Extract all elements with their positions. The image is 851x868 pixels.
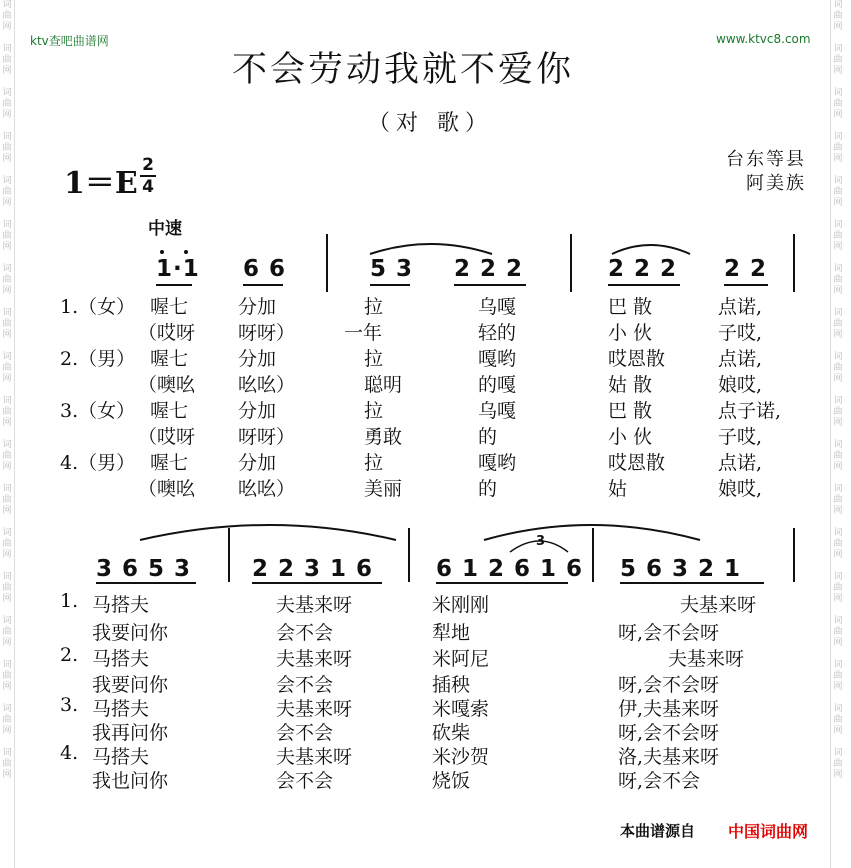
lyric: 乌嘎 xyxy=(478,296,517,318)
lyric: 的 xyxy=(478,426,498,448)
notes-s1-1: 1·1 xyxy=(156,256,200,282)
lyric: 犁地 xyxy=(432,622,471,644)
barline xyxy=(326,234,328,292)
lyric: 分加 xyxy=(238,400,277,422)
lyric: 会不会 xyxy=(276,770,334,792)
lyric: 呀,会不会呀 xyxy=(618,622,720,644)
lyric: 夫基来呀 xyxy=(276,698,353,720)
lyric: 一年 xyxy=(344,322,383,344)
slur-3 xyxy=(140,525,396,540)
beam xyxy=(156,284,192,286)
lyric: 呀,会不会呀 xyxy=(618,674,720,696)
lyric: 喔七 xyxy=(150,400,189,422)
lyric: 3.（女） xyxy=(60,400,136,422)
beam xyxy=(436,582,568,584)
lyric: 巴 散 xyxy=(608,296,653,318)
barline xyxy=(793,234,795,292)
lyric: 分加 xyxy=(238,452,277,474)
lyric: 巴 散 xyxy=(608,400,653,422)
notes-s1-2: 6 6 xyxy=(243,256,287,282)
lyric: 小 伙 xyxy=(608,322,653,344)
notes-s2-1: 3 6 5 3 xyxy=(96,556,192,582)
lyric: 呀,会不会呀 xyxy=(618,722,720,744)
lyric: 马搭夫 xyxy=(92,648,150,670)
beam xyxy=(370,284,410,286)
lyric: 夫基来呀 xyxy=(276,648,353,670)
lyric: 马搭夫 xyxy=(92,698,150,720)
octave-dot xyxy=(184,250,188,254)
lyric: 嘎哟 xyxy=(478,348,517,370)
lyric: 小 伙 xyxy=(608,426,653,448)
watermark-left: ktv查吧曲谱网 xyxy=(30,34,109,48)
lyric: 哎恩散 xyxy=(608,452,666,474)
lyric: 4. xyxy=(60,742,79,764)
lyric: 米刚刚 xyxy=(432,594,490,616)
beam xyxy=(454,284,526,286)
lyric: 呀呀） xyxy=(238,322,296,344)
lyric: 夫基来呀 xyxy=(276,594,353,616)
lyric: （哎呀 xyxy=(138,322,196,344)
side-watermark-left: 词曲网 词曲网 词曲网 词曲网 词曲网 词曲网 词曲网 词曲网 词曲网 词曲网 词曲网 词曲网 词曲网 词曲网 词曲网 词曲网 词曲网 词曲网 xyxy=(2,0,12,780)
lyric: 马搭夫 xyxy=(92,594,150,616)
lyric: 吆吆） xyxy=(238,374,296,396)
lyric: 我要问你 xyxy=(92,674,169,696)
notes-s1-4: 2 2 2 xyxy=(454,256,524,282)
lyric: 1.（女） xyxy=(60,296,136,318)
lyric: 米阿尼 xyxy=(432,648,490,670)
notes-s1-3: 5 3 xyxy=(370,256,414,282)
barline xyxy=(570,234,572,292)
lyric: 子哎, xyxy=(718,426,763,448)
lyric: 点诺, xyxy=(718,348,763,370)
lyric: 乌嘎 xyxy=(478,400,517,422)
beam xyxy=(96,582,196,584)
lyric: 插秧 xyxy=(432,674,471,696)
lyric: 烧饭 xyxy=(432,770,471,792)
lyric: （噢吆 xyxy=(138,374,196,396)
time-unit: 4 xyxy=(142,177,154,197)
time-beats: 2 xyxy=(142,155,154,175)
lyric: 3. xyxy=(60,694,79,716)
lyric: 美丽 xyxy=(364,478,403,500)
lyric: 米嘎索 xyxy=(432,698,490,720)
lyric: （噢吆 xyxy=(138,478,196,500)
lyric: 拉 xyxy=(364,348,384,370)
page-subtitle: （对 歌） xyxy=(368,111,493,136)
lyric: 分加 xyxy=(238,296,277,318)
lyric: 呀,会不会 xyxy=(618,770,701,792)
lyric: 点诺, xyxy=(718,296,763,318)
lyric: 会不会 xyxy=(276,674,334,696)
lyric: 拉 xyxy=(364,400,384,422)
lyric: 勇敢 xyxy=(364,426,403,448)
beam xyxy=(620,582,764,584)
notes-s2-3: 6 1 2 6 1 6 xyxy=(436,556,584,582)
barline xyxy=(408,528,410,582)
lyric: 我也问你 xyxy=(92,770,169,792)
lyric: 娘哎, xyxy=(718,478,763,500)
lyric: 点诺, xyxy=(718,452,763,474)
octave-dot xyxy=(160,250,164,254)
lyric: 砍柴 xyxy=(432,722,471,744)
beam xyxy=(724,284,768,286)
credit-line-1: 台东等县 xyxy=(726,149,806,170)
lyric: 2. xyxy=(60,644,79,666)
lyric: 嘎哟 xyxy=(478,452,517,474)
lyric: 吆吆） xyxy=(238,478,296,500)
notes-s2-2: 2 2 3 1 6 xyxy=(252,556,374,582)
lyric: 夫基来呀 xyxy=(276,746,353,768)
slur-1 xyxy=(370,244,492,254)
lyric: 轻的 xyxy=(478,322,517,344)
credit-line-2: 阿美族 xyxy=(746,173,806,194)
beam xyxy=(608,284,680,286)
lyric: 夫基来呀 xyxy=(680,594,757,616)
source-name[interactable]: 中国词曲网 xyxy=(728,822,809,841)
notes-s1-6: 2 2 xyxy=(724,256,768,282)
lyric: 喔七 xyxy=(150,452,189,474)
lyric: 分加 xyxy=(238,348,277,370)
beam xyxy=(252,582,382,584)
lyric: 会不会 xyxy=(276,622,334,644)
notes-s2-4: 5 6 3 2 1 xyxy=(620,556,742,582)
lyric: 我要问你 xyxy=(92,622,169,644)
notes-s1-5: 2 2 2 xyxy=(608,256,678,282)
key-signature: 1＝E xyxy=(64,166,138,201)
lyric: 我再问你 xyxy=(92,722,169,744)
triplet-mark: 3 xyxy=(536,534,546,549)
lyric: 4.（男） xyxy=(60,452,136,474)
side-watermark-right: 词曲网 词曲网 词曲网 词曲网 词曲网 词曲网 词曲网 词曲网 词曲网 词曲网 词曲网 词曲网 词曲网 词曲网 词曲网 词曲网 词曲网 词曲网 xyxy=(833,0,843,780)
lyric: 姑 xyxy=(608,478,628,500)
lyric: 伊,夫基来呀 xyxy=(618,698,720,720)
lyric: 喔七 xyxy=(150,296,189,318)
lyric: 2.（男） xyxy=(60,348,136,370)
lyric: 子哎, xyxy=(718,322,763,344)
lyric: 洛,夫基来呀 xyxy=(618,746,720,768)
lyric: 的嘎 xyxy=(478,374,517,396)
lyric: 拉 xyxy=(364,296,384,318)
lyric: 娘哎, xyxy=(718,374,763,396)
lyric: （哎呀 xyxy=(138,426,196,448)
barline xyxy=(228,528,230,582)
page-title: 不会劳动我就不爱你 xyxy=(232,50,575,90)
lyric: 聪明 xyxy=(364,374,403,396)
barline xyxy=(793,528,795,582)
lyric: 拉 xyxy=(364,452,384,474)
slur-2 xyxy=(612,245,690,254)
barline xyxy=(592,528,594,582)
watermark-right: www.ktvc8.com xyxy=(716,32,811,46)
lyric: 马搭夫 xyxy=(92,746,150,768)
lyric: 米沙贺 xyxy=(432,746,490,768)
lyric: 1. xyxy=(60,590,79,612)
beam xyxy=(243,284,283,286)
lyric: 点子诺, xyxy=(718,400,782,422)
lyric: 的 xyxy=(478,478,498,500)
lyric: 会不会 xyxy=(276,722,334,744)
tempo-marking: 中速 xyxy=(148,219,182,239)
lyric: 姑 散 xyxy=(608,374,653,396)
source-label: 本曲谱源自 xyxy=(620,822,696,840)
lyric: 喔七 xyxy=(150,348,189,370)
lyric: 呀呀） xyxy=(238,426,296,448)
lyric: 哎恩散 xyxy=(608,348,666,370)
lyric: 夫基来呀 xyxy=(668,648,745,670)
